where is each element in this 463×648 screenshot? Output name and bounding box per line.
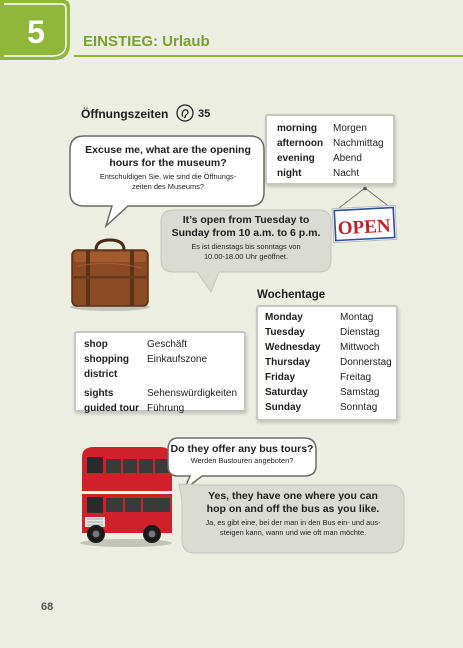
question-1-en-line-1: Excuse me, what are the opening [85, 144, 251, 156]
answer-2-de-line-2: steigen kann, wann und wie oft man möchte. [219, 527, 367, 537]
double-decker-bus-illustration [76, 443, 176, 548]
weekdays-heading: Wochentage [257, 289, 326, 301]
weekday-de: Samstag [340, 387, 380, 398]
question-2-de: Werden Bustouren angeboten? [190, 456, 294, 465]
vocab-en: evening [277, 153, 315, 164]
times-vocab-box [265, 114, 395, 185]
weekday-en: Saturday [265, 387, 308, 398]
open-sign-text: OPEN [337, 215, 392, 240]
answer-2-de-line-1: Ja, es gibt eine, bei der man in den Bus ein- und aus- [205, 518, 381, 527]
vocab-row [84, 382, 237, 401]
answer-1-en-line-1: It’s open from Tuesday to [182, 214, 310, 226]
vocab-de: Nachmittag [333, 138, 384, 149]
vocab-de: Geschäft [147, 339, 188, 350]
vocab-row [84, 401, 237, 416]
weekday-de: Freitag [340, 372, 372, 383]
vocab-de: Abend [333, 153, 362, 164]
page-number: 68 [41, 601, 54, 613]
weekday-row [265, 370, 392, 385]
weekday-en: Monday [265, 312, 303, 323]
vocab-row [277, 136, 384, 151]
places-vocab-box [74, 331, 246, 412]
weekday-de: Montag [340, 312, 374, 323]
answer-1-de-line-2: 10.00-18.00 Uhr geöffnet. [203, 251, 289, 261]
weekday-de: Donnerstag [340, 357, 392, 368]
vocab-en: guided tour [84, 403, 139, 414]
speech-bubble-answer-2 [178, 483, 406, 557]
open-sign [330, 186, 400, 248]
vocab-row [277, 121, 384, 136]
vocab-row [277, 151, 384, 166]
chapter-number: 5 [27, 14, 45, 50]
answer-2-en-line-1: Yes, they have one where you can [208, 490, 378, 502]
vocab-de: Führung [147, 403, 185, 414]
weekday-row [265, 385, 392, 400]
vocab-row [84, 367, 237, 382]
weekdays-box [256, 305, 398, 421]
header-rule [74, 55, 463, 57]
speech-bubble-answer-1 [159, 208, 333, 294]
vocab-de: Nacht [333, 168, 360, 179]
weekday-en: Wednesday [265, 342, 321, 353]
vocab-de [147, 367, 237, 382]
weekday-row [265, 340, 392, 355]
vocab-de: Sehenswürdigkeiten [147, 388, 238, 399]
ear-icon[interactable] [176, 104, 194, 122]
question-1-en-line-2: hours for the museum? [109, 157, 227, 169]
suitcase-illustration [64, 236, 156, 312]
vocab-en: district [84, 369, 118, 380]
vocab-de: Einkaufszone [147, 354, 208, 365]
weekday-de: Mittwoch [340, 342, 380, 353]
vocab-de: Morgen [333, 123, 367, 134]
question-1-de-line-1: Entschuldigen Sie, wie sind die Öffnungs- [99, 172, 237, 181]
answer-2-en-line-2: hop on and off the bus as you like. [206, 503, 380, 515]
vocab-row [277, 166, 384, 181]
weekday-en: Thursday [265, 357, 311, 368]
vocab-en: night [277, 168, 302, 179]
weekday-row [265, 325, 392, 340]
question-1-de-line-2: zeiten des Museums? [132, 181, 204, 191]
weekday-row [265, 355, 392, 370]
vocab-en: sights [84, 388, 114, 399]
answer-1-de-line-1: Es ist dienstags bis sonntags von [191, 242, 301, 251]
vocab-en: shop [84, 339, 108, 350]
vocab-row [84, 337, 237, 352]
vocab-en: shopping [84, 354, 129, 365]
answer-1-en-line-2: Sunday from 10 a.m. to 6 p.m. [171, 227, 321, 239]
weekday-row [265, 400, 392, 415]
weekday-de: Sonntag [340, 402, 378, 413]
question-2-en: Do they offer any bus tours? [170, 443, 314, 455]
vocab-en: afternoon [277, 138, 324, 149]
section-heading: Öffnungszeiten [81, 107, 169, 121]
weekday-en: Sunday [265, 402, 302, 413]
chapter-title: EINSTIEG: Urlaub [83, 33, 210, 50]
weekday-en: Tuesday [265, 327, 305, 338]
weekday-en: Friday [265, 372, 296, 383]
vocab-en: morning [277, 123, 317, 134]
weekday-row [265, 310, 392, 325]
track-number: 35 [198, 108, 211, 120]
vocab-row [84, 352, 237, 367]
weekday-de: Dienstag [340, 327, 380, 338]
